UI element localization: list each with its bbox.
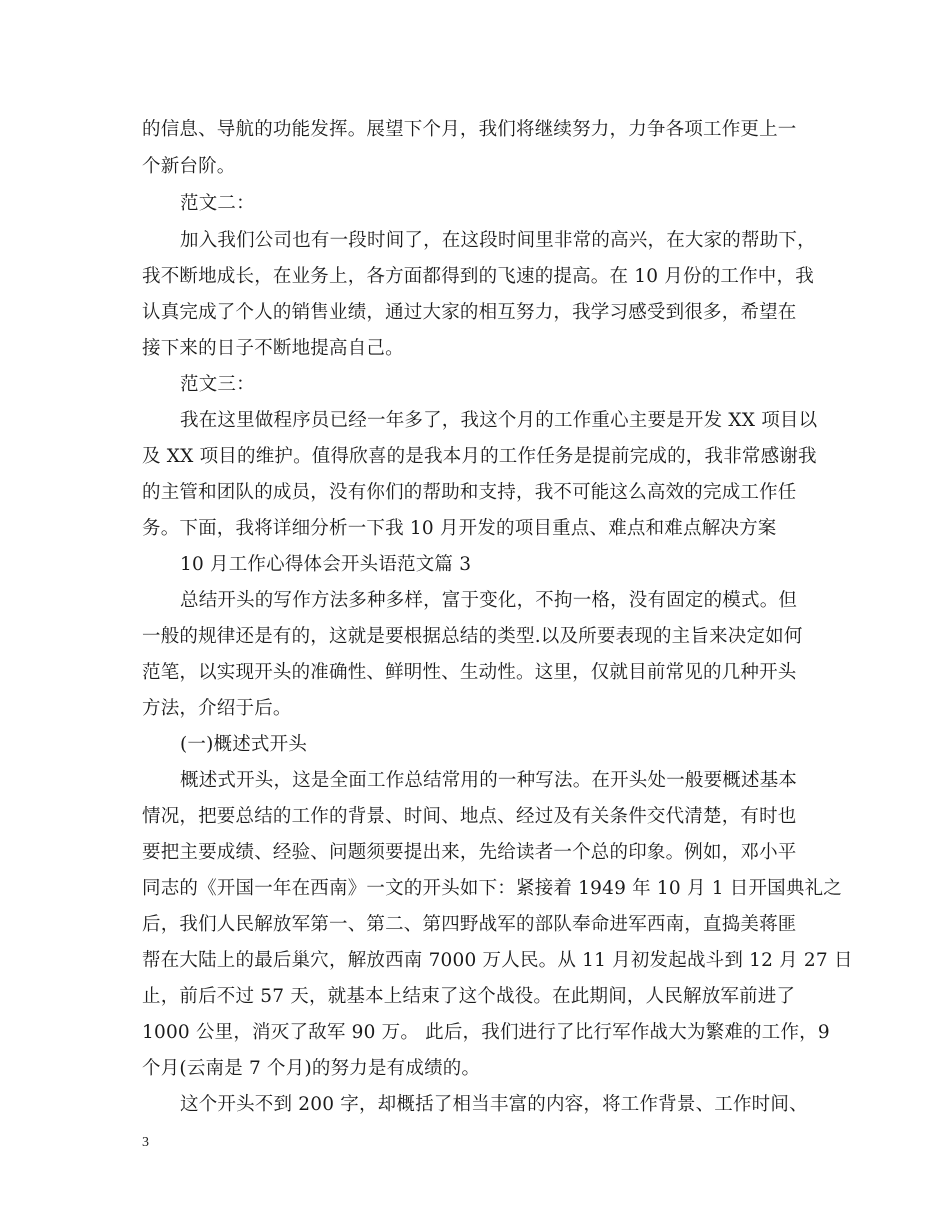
section-heading: 10 月工作心得体会开头语范文篇 3 [180, 554, 472, 575]
text-line: 1000 公里，消灭了敌军 90 万。 此后，我们进行了比行军作战大为繁难的工作，9 [142, 1022, 830, 1043]
text-line: 加入我们公司也有一段时间了，在这段时间里非常的高兴，在大家的帮助下， [180, 230, 816, 251]
text-line: 总结开头的写作方法多种多样，富于变化，不拘一格，没有固定的模式。但 [180, 590, 798, 611]
text-line: 的主管和团队的成员，没有你们的帮助和支持，我不可能这么高效的完成工作任 [142, 482, 797, 503]
section-heading: (一)概述式开头 [180, 734, 308, 755]
text-line: 后，我们人民解放军第一、第二、第四野战军的部队奉命进军西南，直捣美蒋匪 [142, 914, 797, 935]
section-heading: 范文二： [180, 193, 255, 214]
text-line: 要把主要成绩、经验、问题须要提出来，先给读者一个总的印象。例如，邓小平 [142, 842, 797, 863]
text-line: 止，前后不过 57 天，就基本上结束了这个战役。在此期间，人民解放军前进了 [142, 986, 796, 1007]
section-heading: 范文三： [180, 374, 255, 395]
text-line: 认真完成了个人的销售业绩，通过大家的相互努力，我学习感受到很多，希望在 [142, 302, 797, 323]
text-line: 接下来的日子不断地提高自己。 [142, 338, 404, 359]
text-line: 的信息、导航的功能发挥。展望下个月，我们将继续努力，力争各项工作更上一 [142, 119, 797, 140]
text-line: 我不断地成长，在业务上，各方面都得到的飞速的提高。在 10 月份的工作中，我 [142, 266, 814, 287]
text-line: 我在这里做程序员已经一年多了，我这个月的工作重心主要是开发 XX 项目以 [180, 410, 818, 431]
text-line: 范笔，以实现开头的准确性、鲜明性、生动性。这里，仅就目前常见的几种开头 [142, 662, 797, 683]
text-line: 情况，把要总结的工作的背景、时间、地点、经过及有关条件交代清楚，有时也 [142, 806, 797, 827]
text-line: 同志的《开国一年在西南》一文的开头如下：紧接着 1949 年 10 月 1 日开国典礼之 [142, 878, 842, 899]
text-line: 这个开头不到 200 字，却概括了相当丰富的内容，将工作背景、工作时间、 [180, 1094, 808, 1115]
text-line: 一般的规律还是有的，这就是要根据总结的类型.以及所要表现的主旨来决定如何 [142, 626, 803, 647]
text-line: 个月(云南是 7 个月)的努力是有成绩的。 [142, 1058, 481, 1079]
text-line: 方法，介绍于后。 [142, 698, 292, 719]
text-line: 帮在大陆上的最后巢穴，解放西南 7000 万人民。从 11 月初发起战斗到 12 月 27 日 [142, 950, 853, 971]
page-number: 3 [142, 1135, 149, 1150]
text-line: 个新台阶。 [142, 156, 236, 177]
text-line: 概述式开头，这是全面工作总结常用的一种写法。在开头处一般要概述基本 [180, 770, 798, 791]
text-line: 及 XX 项目的维护。值得欣喜的是我本月的工作任务是提前完成的，我非常感谢我 [142, 446, 817, 467]
text-line: 务。下面，我将详细分析一下我 10 月开发的项目重点、难点和难点解决方案 [142, 518, 777, 539]
